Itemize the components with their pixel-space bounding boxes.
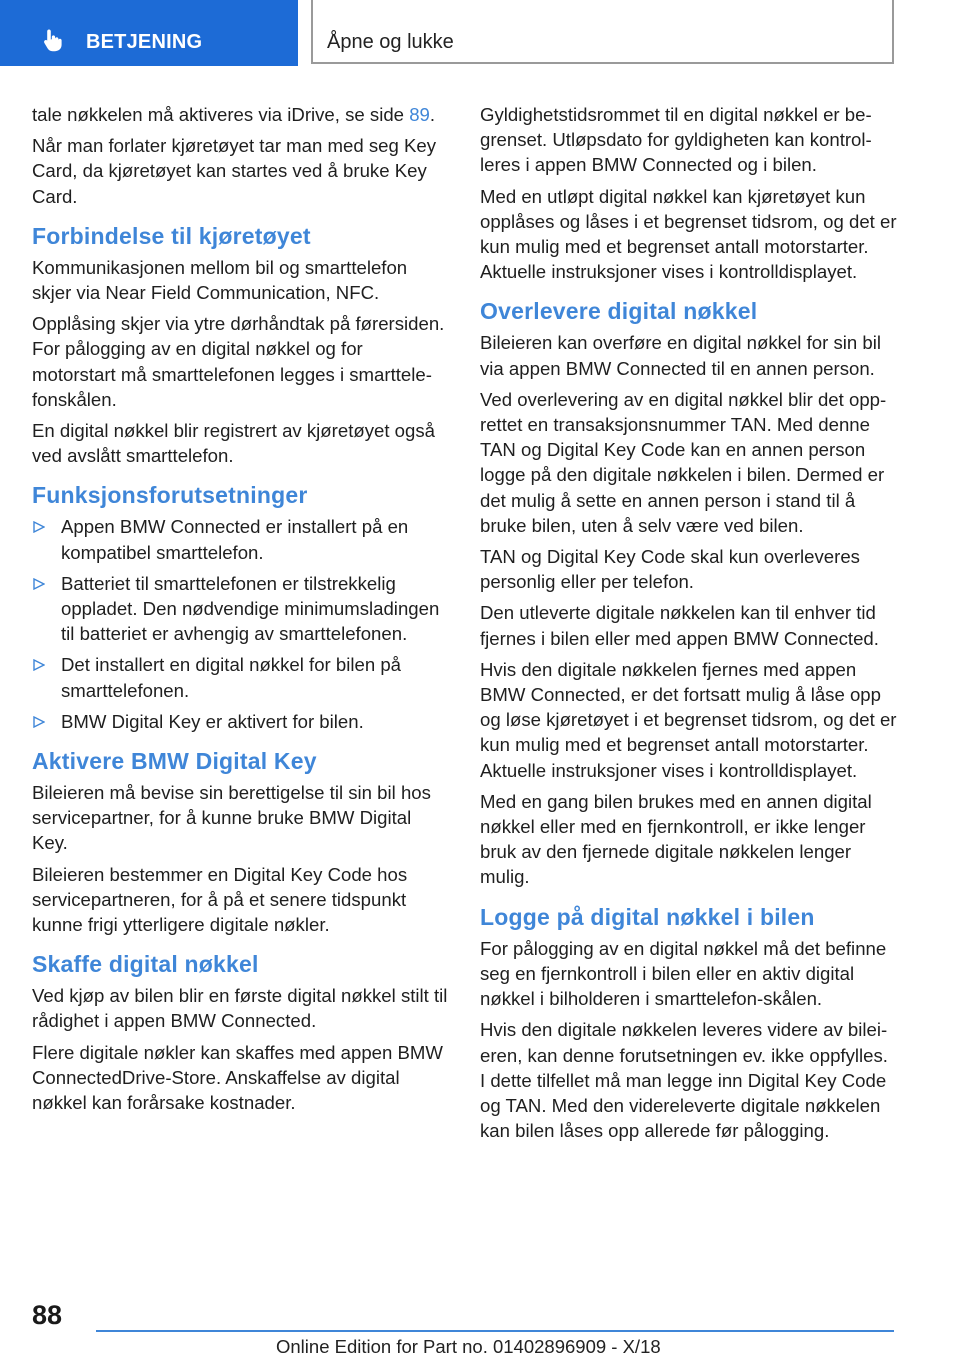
heading-funksjonsforutsetninger: Funksjonsforutsetninger bbox=[32, 482, 308, 509]
list-item: Det installert en digital nøkkel for bilen på smarttelefonen. bbox=[32, 652, 450, 702]
paragraph: Opplåsing skjer via ytre dørhåndtak på førersiden. For pålogging av en digital nøkkel og for motorstart må smarttelefonen legges i smarttelefonskålen. bbox=[32, 313, 445, 410]
page-title: Åpne og lukke bbox=[327, 31, 454, 53]
paragraph: TAN og Digital Key Code skal kun overleveres personlig eller per telefon. bbox=[480, 546, 860, 593]
heading-overlevere-digital-nokkel: Overlevere digital nøkkel bbox=[480, 298, 758, 325]
requirements-list bbox=[32, 514, 450, 734]
list-item: BMW Digital Key er aktivert for bilen. bbox=[32, 709, 450, 734]
paragraph: Med en utløpt digital nøkkel kan kjøretøyet kun opplåses og låses i et begrenset tidsrom, og det er kun mulig med et begrenset antall motorstarter. Aktuelle instruksjoner vises i kontrolldisplayet. bbox=[480, 185, 897, 283]
page-number: 88 bbox=[32, 1300, 63, 1330]
paragraph: Med en gang bilen brukes med en annen digital nøkkel eller med en fjernkontroll, er ikke lenger bruk av den fjernede digitale nøkkelen lenger mulig. bbox=[480, 790, 872, 888]
right-column bbox=[480, 102, 898, 1149]
intro-paragraph-2: Når man forlater kjøretøyet tar man med seg Key Card, da kjøretøyet kan startes ved å bruke Key Card. bbox=[32, 135, 437, 207]
page-header bbox=[0, 0, 960, 66]
pointing-hand-icon bbox=[40, 27, 66, 53]
paragraph: Bileieren kan overføre en digital nøkkel for sin bil via appen BMW Connected til en annen person. bbox=[480, 332, 881, 379]
left-column bbox=[32, 102, 450, 1121]
triangle-bullet-icon bbox=[33, 716, 45, 728]
heading-logge-pa-digital-nokkel: Logge på digital nøkkel i bilen bbox=[480, 903, 815, 930]
paragraph: Bileieren bestemmer en Digital Key Code hos servicepartneren, for å på et senere tidspunkt kunne frigi ytterligere digitale nøkler. bbox=[32, 863, 408, 936]
paragraph: Bileieren må bevise sin berettigelse til sin bil hos servicepartner, for å kunne bruke BMW Digital Key. bbox=[32, 782, 431, 854]
section-tab[interactable] bbox=[0, 0, 298, 66]
paragraph: Ved overlevering av en digital nøkkel blir det opprettet en transaksjonsnummer TAN. Med denne TAN og Digital Key Code kan en annen person logge på den digitale nøkkelen i bilen. Dermed er det mulig å sette en annen person i stand til å bruke bilen, uten å selv være ved bilen. bbox=[480, 388, 887, 536]
heading-skaffe-digital-nokkel: Skaffe digital nøkkel bbox=[32, 951, 259, 978]
page-reference-link[interactable]: 89 bbox=[409, 104, 430, 125]
paragraph: Gyldighetstidsrommet til en digital nøkkel er begrenset. Utløpsdato for gyldigheten kan kontrolleres i appen BMW Connected og i bilen. bbox=[480, 104, 872, 176]
paragraph: Flere digitale nøkler kan skaffes med appen BMW ConnectedDrive-Store. Anskaffelse av digital nøkkel kan forårsake kostnader. bbox=[32, 1041, 443, 1114]
triangle-bullet-icon bbox=[33, 578, 45, 590]
list-item: Appen BMW Connected er installert på en kompatibel smarttelefon. bbox=[32, 514, 450, 564]
paragraph: En digital nøkkel blir registrert av kjøretøyet også ved avslått smarttelefon. bbox=[32, 420, 436, 467]
heading-forbindelse: Forbindelse til kjøretøyet bbox=[32, 222, 311, 249]
paragraph: Kommunikasjonen mellom bil og smarttelefon skjer via Near Field Communication, NFC. bbox=[32, 256, 408, 304]
paragraph: For pålogging av en digital nøkkel må det befinne seg en fjernkontroll i bilen eller en aktiv digital nøkkel i bilholderen i smarttelefon-skålen. bbox=[480, 937, 887, 1010]
list-item: Batteriet til smarttelefonen er tilstrekkelig oppladet. Den nødvendige minimumsladingen til batteriet er avhengig av smarttelefonen. bbox=[32, 571, 450, 647]
heading-aktivere-digital-key: Aktivere BMW Digital Key bbox=[32, 748, 317, 775]
triangle-bullet-icon bbox=[33, 659, 45, 671]
intro-paragraph: tale nøkkelen må aktiveres via iDrive, se side 89. bbox=[32, 104, 436, 125]
paragraph: Den utleverte digitale nøkkelen kan til enhver tid fjernes i bilen eller med appen BMW Connected. bbox=[480, 602, 879, 649]
paragraph: Hvis den digitale nøkkelen fjernes med appen BMW Connected, er det fortsatt mulig å låse opp og løse kjøretøyet i et begrenset tidsrom, og det er kun mulig med et begrenset antall motorstarter. Aktuelle instruksjoner vises i kontrolldisplayet. bbox=[480, 658, 897, 781]
section-label: BETJENING bbox=[86, 31, 203, 53]
edition-text: Online Edition for Part no. 01402896909 - X/18 bbox=[276, 1336, 661, 1357]
paragraph: Hvis den digitale nøkkelen leveres videre av bileieren, kan denne forutsetningen ev. ikke oppfylles. I dette tilfellet må man legge inn Digital Key Code og TAN. Med den videreleverte digitale nøkkelen kan bilen låses opp allerede før pålogging. bbox=[480, 1019, 888, 1142]
page-title-box bbox=[311, 0, 894, 64]
triangle-bullet-icon bbox=[33, 521, 45, 533]
footer-divider bbox=[96, 1330, 894, 1332]
paragraph: Ved kjøp av bilen blir en første digital nøkkel stilt til rådighet i appen BMW Connected. bbox=[32, 985, 448, 1032]
